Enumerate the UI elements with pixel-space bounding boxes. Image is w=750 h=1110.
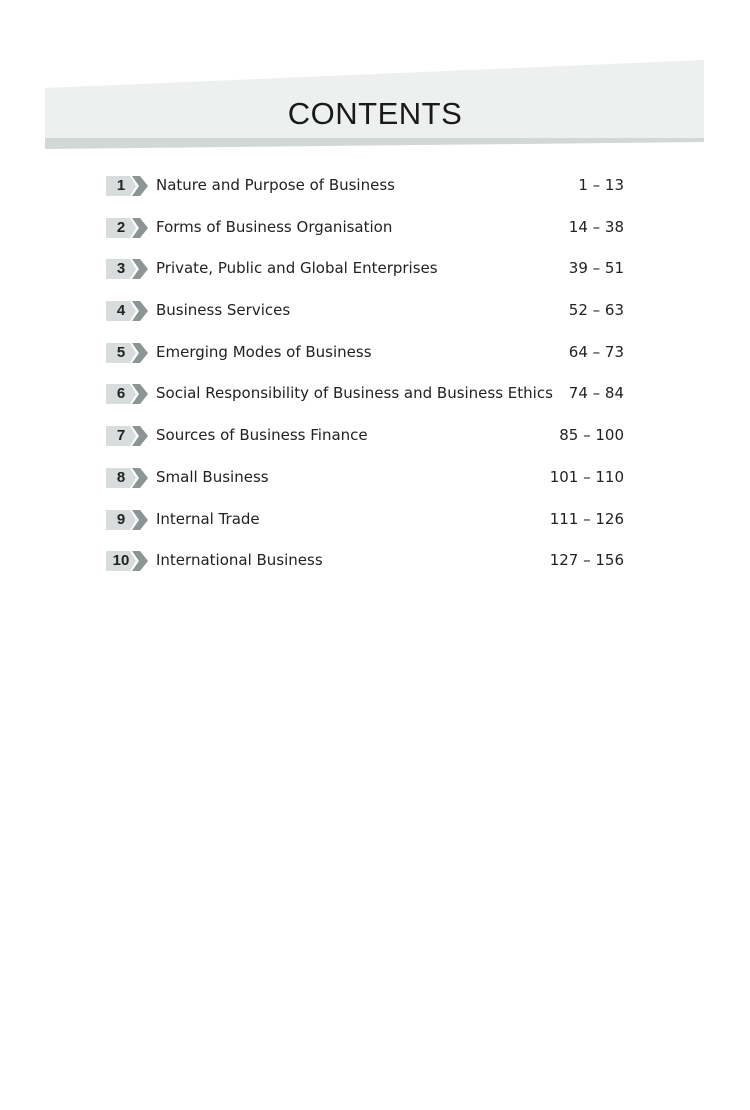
chapter-title: Forms of Business Organisation	[156, 217, 393, 236]
chapter-title: Business Services	[156, 301, 291, 320]
chapter-arrow-badge	[106, 299, 150, 323]
toc-row-6[interactable]	[106, 380, 626, 422]
chapter-number: 7	[116, 427, 126, 445]
chapter-arrow-badge	[106, 424, 150, 448]
chapter-number: 10	[112, 552, 130, 570]
toc-row-1[interactable]	[106, 172, 626, 214]
chapter-arrow-badge	[106, 382, 150, 406]
chapter-title: Emerging Modes of Business	[156, 342, 372, 361]
chapter-pages: 85 – 100	[559, 426, 624, 445]
chapter-number: 9	[116, 510, 126, 528]
chapter-pages: 64 – 73	[568, 342, 624, 361]
chapter-number: 4	[116, 302, 126, 320]
chapter-arrow-badge	[106, 341, 150, 365]
chapter-pages: 39 – 51	[568, 259, 624, 278]
toc-row-7[interactable]	[106, 422, 626, 464]
toc-row-3[interactable]	[106, 255, 626, 297]
chapter-title: Nature and Purpose of Business	[156, 176, 395, 194]
chapter-arrow-badge	[106, 549, 150, 573]
chapter-pages: 101 – 110	[549, 467, 624, 486]
chapter-pages: 111 – 126	[549, 509, 624, 528]
chapter-pages: 1 – 13	[578, 176, 624, 194]
chapter-arrow-badge	[106, 174, 150, 198]
chapter-pages: 52 – 63	[568, 301, 624, 320]
chapter-number: 6	[116, 385, 126, 403]
banner-shape	[0, 0, 750, 160]
chapter-title: Sources of Business Finance	[156, 426, 368, 445]
contents-banner	[0, 0, 750, 160]
chapter-title: Small Business	[156, 467, 269, 486]
chapter-arrow-badge	[106, 257, 150, 281]
toc-row-5[interactable]	[106, 339, 626, 381]
chapter-number: 3	[116, 260, 126, 278]
chapter-arrow-badge	[106, 508, 150, 532]
page-title: CONTENTS	[287, 96, 463, 131]
chapter-number: 1	[116, 177, 126, 194]
toc-row-9[interactable]	[106, 506, 626, 548]
toc-row-8[interactable]	[106, 464, 626, 506]
table-of-contents	[106, 172, 626, 589]
chapter-title: Private, Public and Global Enterprises	[156, 259, 438, 278]
toc-row-2[interactable]	[106, 214, 626, 256]
chapter-pages: 74 – 84	[568, 384, 624, 403]
chapter-number: 5	[116, 343, 126, 361]
chapter-pages: 127 – 156	[549, 551, 624, 570]
chapter-arrow-badge	[106, 466, 150, 490]
toc-row-4[interactable]	[106, 297, 626, 339]
chapter-pages: 14 – 38	[568, 217, 624, 236]
chapter-number: 8	[116, 468, 126, 486]
chapter-arrow-badge	[106, 216, 150, 240]
chapter-title: Social Responsibility of Business and Business Ethics	[156, 384, 553, 403]
chapter-number: 2	[116, 218, 126, 236]
chapter-title: Internal Trade	[156, 509, 260, 528]
toc-row-10[interactable]	[106, 547, 626, 589]
chapter-title: International Business	[156, 551, 323, 570]
